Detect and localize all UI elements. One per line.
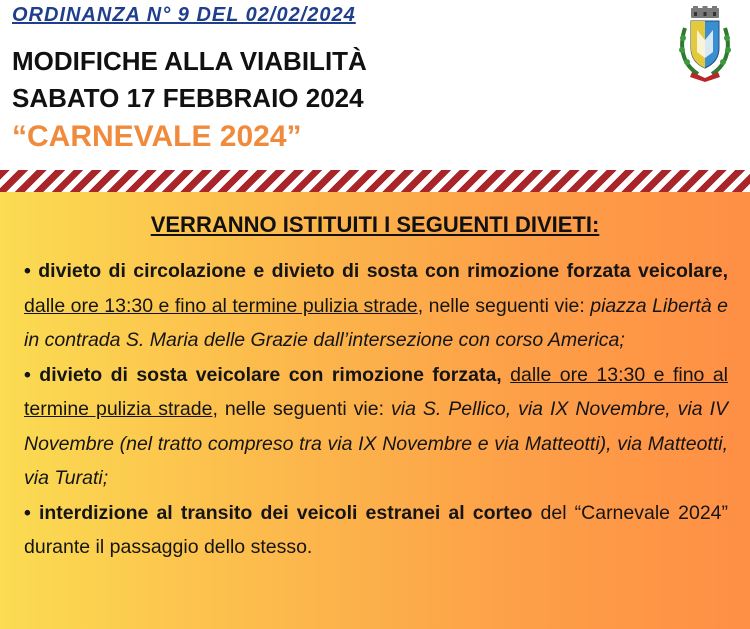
- hazard-stripe-divider: [0, 170, 750, 192]
- prohibitions-list: [24, 254, 728, 565]
- bullet: •: [24, 260, 31, 282]
- ordinance-number: ORDINANZA N° 9 DEL 02/02/2024: [12, 4, 356, 26]
- item-time-underlined: dalle ore 13:30 e fino al termine pulizia strade: [24, 294, 418, 317]
- title-line-1: MODIFICHE ALLA VIABILITÀ: [12, 46, 367, 76]
- item-plain-text: , nelle seguenti vie:: [417, 294, 585, 317]
- header: [0, 0, 750, 170]
- item-plain-text: del “Carnevale 2024” durante il passaggio dello stesso.: [24, 501, 729, 558]
- list-item: [24, 358, 728, 496]
- item-streets: via S. Pellico, via IX Novembre, via IV Novembre (nel tratto compreso tra via IX Novembre e via Matteotti), via Matteotti, via Turati;: [24, 398, 728, 489]
- municipal-coat-of-arms-icon: [676, 6, 734, 82]
- item-bold-text: divieto di sosta veicolare con rimozione forzata,: [39, 363, 502, 386]
- bullet: •: [24, 363, 31, 386]
- item-time-underlined: dalle ore 13:30 e fino al termine pulizia strade: [24, 363, 729, 420]
- title-line-2: SABATO 17 FEBBRAIO 2024: [12, 83, 364, 113]
- item-streets: piazza Libertà e in contrada S. Maria delle Grazie dall’intersezione con corso America;: [24, 294, 728, 351]
- notice-body: [0, 192, 750, 629]
- item-bold-text: divieto di circolazione e divieto di sosta con rimozione forzata veicolare,: [38, 260, 728, 282]
- item-plain-text: , nelle seguenti vie:: [212, 398, 385, 420]
- event-title: “CARNEVALE 2024”: [12, 120, 302, 153]
- item-bold-text: interdizione al transito dei veicoli estranei al corteo: [38, 501, 533, 524]
- bullet: •: [24, 501, 31, 524]
- list-item: [24, 254, 728, 358]
- prohibitions-heading: VERRANNO ISTITUITI I SEGUENTI DIVIETI:: [150, 212, 600, 237]
- list-item: [24, 496, 728, 565]
